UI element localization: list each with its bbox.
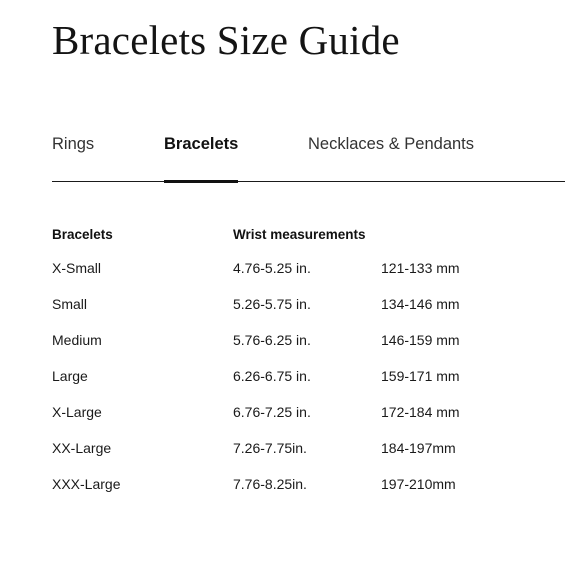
tab-necklaces-pendants[interactable]: Necklaces & Pendants	[308, 135, 475, 153]
mm-value: 172-184 mm	[381, 404, 460, 420]
mm-value: 121-133 mm	[381, 260, 460, 276]
size-label: XX-Large	[52, 440, 112, 456]
size-label: XXX-Large	[52, 476, 121, 492]
tab-bracelets[interactable]: Bracelets	[164, 130, 238, 181]
bracelet-size-table	[52, 220, 552, 505]
mm-value: 159-171 mm	[381, 368, 460, 384]
inches-value: 6.76-7.25 in.	[233, 404, 311, 420]
table-row	[52, 361, 552, 397]
inches-value: 6.26-6.75 in.	[233, 368, 311, 384]
mm-value: 146-159 mm	[381, 332, 460, 348]
mm-value: 134-146 mm	[381, 296, 460, 312]
inches-value: 5.26-5.75 in.	[233, 296, 311, 312]
header-bracelets: Bracelets	[52, 227, 113, 242]
inches-value: 7.26-7.75in.	[233, 440, 307, 456]
table-row	[52, 253, 552, 289]
table-row	[52, 289, 552, 325]
table-row	[52, 433, 552, 469]
size-label: Large	[52, 368, 88, 384]
size-label: Small	[52, 296, 88, 312]
table-row	[52, 325, 552, 361]
page-title: Bracelets Size Guide	[52, 17, 400, 63]
table-row	[52, 469, 552, 505]
inches-value: 4.76-5.25 in.	[233, 260, 311, 276]
tab-rings[interactable]: Rings	[52, 135, 95, 153]
header-wrist-measurements: Wrist measurements	[233, 227, 366, 242]
size-guide-tabs	[52, 130, 565, 182]
inches-value: 5.76-6.25 in.	[233, 332, 311, 348]
size-label: X-Large	[52, 404, 102, 420]
size-label: X-Small	[52, 260, 102, 276]
size-label: Medium	[52, 332, 102, 348]
inches-value: 7.76-8.25in.	[233, 476, 307, 492]
mm-value: 184-197mm	[381, 440, 456, 456]
table-row	[52, 397, 552, 433]
table-header	[52, 220, 552, 253]
mm-value: 197-210mm	[381, 476, 456, 492]
